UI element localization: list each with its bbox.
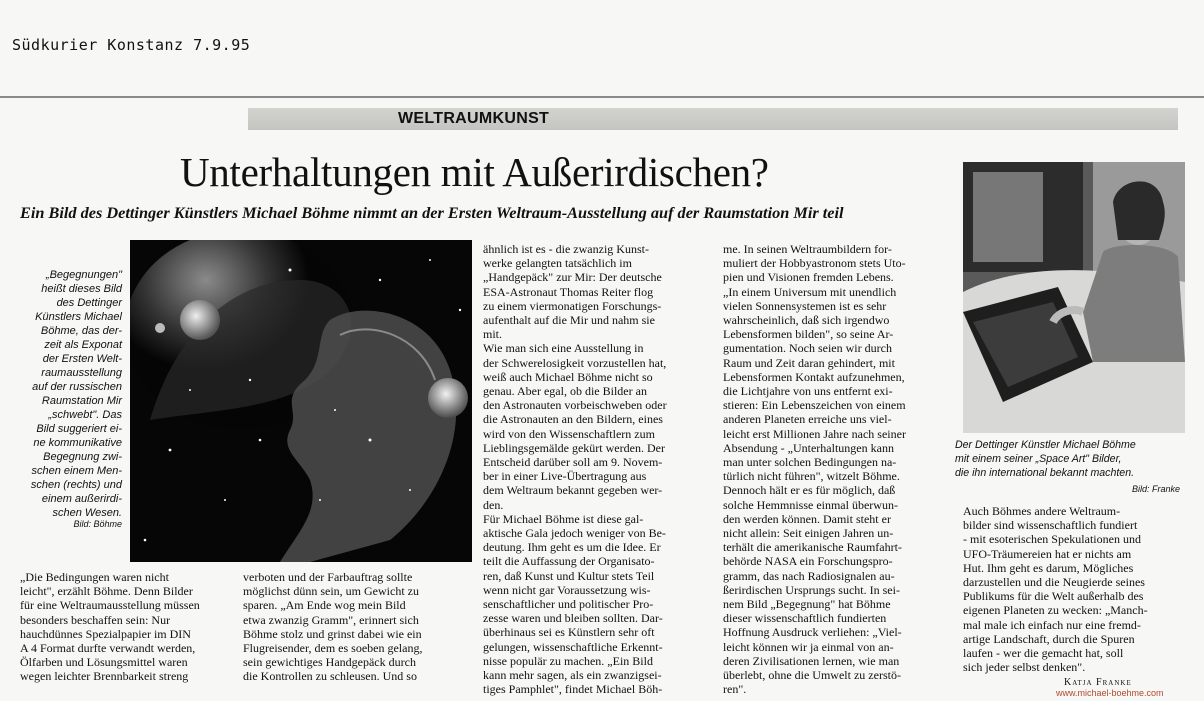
kicker: WELTRAUMKUNST (398, 110, 550, 127)
author-signature: Katja Franke (1064, 677, 1132, 688)
artist-photo-drawing (963, 162, 1185, 433)
article-column-1: „Die Bedingungen waren nicht leicht", erzählt Böhme. Denn Bilder für eine Weltraumausstellung müssen besonders beschaffen sein: Nur hauchdünnes Spezialpapier im DIN A 4 Format durfte verwandt werden, Ölfarben und Lösungsmittel waren wegen leichter Brennbarkeit streng (20, 570, 200, 684)
artwork-caption: „Begegnungen" heißt dieses Bild des Dettinger Künstlers Michael Böhme, das der- zeit als Exponat der Ersten Welt- raumausstellung auf der russischen Raumstation Mir „schwebt". Das Bild suggeriert ei- ne kommunikative Begegnung zwi- schen einem Men- schen (rechts) und einem außerirdi- schen Wesen. (30, 269, 122, 519)
watermark: www.michael-boehme.com (1056, 688, 1164, 698)
headline: Unterhaltungen mit Außerirdischen? (180, 149, 769, 195)
article-column-5: Auch Böhmes andere Weltraum- bilder sind wissenschaftlich fundiert - mit esoterischen Spekulationen und UFO-Träumereien hat er nichts am Hut. Ihm geht es darum, Mögliches darzustellen und die Neugierde seines Publikums für die Welt außerhalb des eigenen Planeten zu wecken: „Manch- mal male ich einfach nur eine fremd- artige Landschaft, durch die Spuren laufen - wer die gemacht hat, soll sich jeder selbst denken". (963, 504, 1148, 675)
photo-caption: Der Dettinger Künstler Michael Böhme mit einem seiner „Space Art" Bilder, die ihn international bekannt machten. (955, 439, 1136, 479)
artwork-credit: Bild: Böhme (73, 519, 122, 529)
artwork-image (130, 240, 472, 562)
article-column-4: me. In seinen Weltraumbildern for- muliert der Hobbyastronom stets Uto- pien und Visionen fremden Lebens. „In einem Universum mit unendlich vielen Sonnensystemen ist es sehr wahrscheinlich, daß sich irgendwo Lebensformen bilden", so seine Ar- gumentation. Noch seien wir durch Raum und Zeit daran gehindert, mit Lebensformen Kontakt aufzunehmen, die Lichtjahre von uns entfernt exi- stieren: Ein Lebenszeichen von einem anderen Planeten erreiche uns viel- leicht erst Millionen Jahre nach seiner Absendung - „Unterhaltungen kann man unter solchen Bedingungen na- türlich nicht führen", witzelt Böhme. Dennoch hält er es für möglich, daß solche Hemmnisse einmal überwun- den werden können. Damit steht er nicht allein: Seit einigen Jahren un- terhält die amerikanische Raumfahrt- behörde NASA ein Forschungspro- gramm, das nach Radiosignalen au- ßerirdischen Ursprungs sucht. In sei- nem Bild „Begegnung" hat Böhme dieser wissenschaftlich fundierten Hoffnung Ausdruck verliehen: „Viel- leicht können wir ja einmal von an- deren Zivilisationen lernen, wie man überlebt, ohne die Umwelt zu zerstö- ren". (723, 242, 906, 697)
top-rule (0, 96, 1204, 98)
kicker-band (248, 108, 1178, 130)
artist-photo (963, 162, 1185, 433)
subhead: Ein Bild des Dettinger Künstlers Michael Böhme nimmt an der Ersten Weltraum-Ausstellung auf der Raumstation Mir teil (20, 203, 844, 222)
article-column-2: verboten und der Farbauftrag sollte möglichst dünn sein, um Gewicht zu sparen. „Am Ende wog mein Bild etwa zwanzig Gramm", erinnert sich Böhme stolz und grinst dabei wie ein Flugreisender, dem es soeben gelang, sein gewichtiges Handgepäck durch die Kontrollen zu schleusen. Und so (243, 570, 423, 684)
article-column-3: ähnlich ist es - die zwanzig Kunst- werke gelangten tatsächlich im „Handgepäck" zur Mir: Der deutsche ESA-Astronaut Thomas Reiter flog zu einem viermonatigen Forschungs- aufenthalt auf die Mir und nahm sie mit. Wie man sich eine Ausstellung in der Schwerelosigkeit vorzustellen hat, weiß auch Michael Böhme nicht so genau. Aber egal, ob die Bilder an den Astronauten vorbeischweben oder die Astronauten an den Bildern, eines wird von den Wissenschaftlern zum Lieblingsgemälde gekürt werden. Der Entscheid darüber soll am 9. Novem- ber in einer Live-Übertragung aus dem Weltraum bekannt gegeben wer- den. Für Michael Böhme ist diese gal- aktische Gala jedoch weniger von Be- deutung. Ihm geht es um die Idee. Er teilt die Auffassung der Organisato- ren, daß Kunst und Kultur stets Teil wenn nicht gar Voraussetzung wis- senschaftlicher und politischer Pro- zesse waren und bleiben sollten. Dar- überhinaus sei es Künstlern sehr oft gelungen, wissenschaftliche Erkennt- nisse populär zu machen. „Ein Bild kann mehr sagen, als ein zwanzigsei- tiges Pamphlet", findet Michael Böh- (483, 242, 667, 697)
source-line: Südkurier Konstanz 7.9.95 (12, 36, 251, 54)
artwork-drawing (130, 240, 472, 562)
photo-credit: Bild: Franke (1131, 484, 1180, 494)
